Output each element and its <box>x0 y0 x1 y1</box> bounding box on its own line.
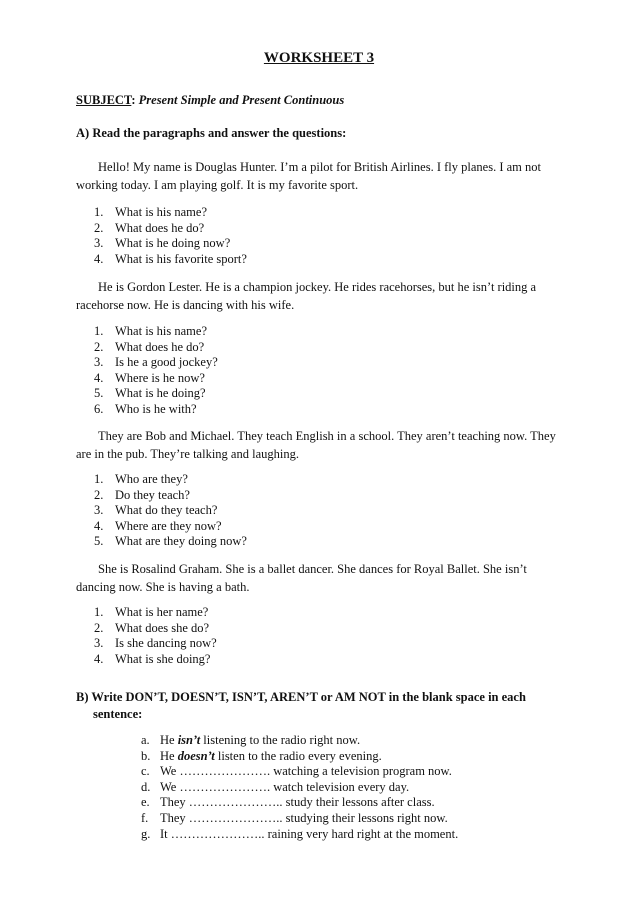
question-item: 2. What does he do? <box>94 220 205 235</box>
question-text: Where are they now? <box>115 518 222 533</box>
question-item: 3. Is she dancing now? <box>94 636 217 651</box>
sentence-item <box>141 827 458 843</box>
subject-label: SUBJECT <box>76 93 132 107</box>
question-item: 2. What does he do? <box>94 339 205 354</box>
sentence-letter: e. <box>141 795 150 810</box>
question-text: What does he do? <box>115 220 205 235</box>
question-text: Do they teach? <box>115 487 190 502</box>
sentence-letter: d. <box>141 779 151 794</box>
sentence-letter: c. <box>141 764 150 779</box>
question-text: What does he do? <box>115 339 205 354</box>
question-text: What are they doing now? <box>115 534 247 549</box>
passage-3-questions <box>94 472 247 550</box>
passage-4-text: She is Rosalind Graham. She is a ballet dancer. She dances for Royal Ballet. She isn’t dancing now. She is having a bath. <box>76 562 527 594</box>
sentence-after: listen to the radio every evening. <box>214 748 382 763</box>
question-text: What is he doing? <box>115 386 206 401</box>
passage-2 <box>76 279 556 314</box>
sentence-letter: a. <box>141 733 150 747</box>
question-item: 1. Who are they? <box>94 472 188 486</box>
question-text: Who are they? <box>115 472 188 486</box>
sentence-item <box>141 795 458 811</box>
sentence-text: We …………………. watching a television program now. <box>160 764 452 779</box>
passage-4-questions <box>94 605 217 667</box>
question-item: 5. What is he doing? <box>94 386 206 401</box>
sentence-item <box>141 749 458 765</box>
passage-1-text: Hello! My name is Douglas Hunter. I’m a pilot for British Airlines. I fly planes. I am not working today. I am playing golf. It is my favorite sport. <box>76 160 541 192</box>
passage-3-text: They are Bob and Michael. They teach English in a school. They aren’t teaching now. They are in the pub. They’re talking and laughing. <box>76 429 556 461</box>
passage-4 <box>76 561 556 596</box>
section-b-heading <box>76 689 566 723</box>
section-b-heading-line-1: B) Write DON’T, DOESN’T, ISN’T, AREN’T or AM NOT in the blank space in each <box>76 690 526 704</box>
sentence-before: He <box>160 748 178 763</box>
sentence-item <box>141 733 458 749</box>
subject-colon: : <box>131 93 139 107</box>
question-text: What do they teach? <box>115 503 218 518</box>
sentence-text: It ………………….. raining very hard right at the moment. <box>160 826 459 841</box>
section-b-sentences <box>141 733 458 842</box>
question-item: 2. What does she do? <box>94 620 210 635</box>
page-title: WORKSHEET 3 <box>263 50 375 66</box>
question-item: 4. Where is he now? <box>94 370 205 385</box>
question-text: What is her name? <box>115 605 209 619</box>
question-item: 1. What is his name? <box>94 324 207 338</box>
sentence-answer: doesn’t <box>177 748 215 763</box>
question-item: 3. Is he a good jockey? <box>94 355 218 370</box>
question-text: What is his name? <box>115 205 207 219</box>
passage-3 <box>76 428 556 463</box>
sentence-item <box>141 811 458 827</box>
question-text: Is he a good jockey? <box>115 355 218 370</box>
section-a-heading: A) Read the paragraphs and answer the questions: <box>76 126 347 140</box>
question-text: What is his name? <box>115 324 207 338</box>
question-item: 6. Who is he with? <box>94 401 197 416</box>
question-text: What is she doing? <box>115 651 211 666</box>
question-item: 1. What is his name? <box>94 205 207 219</box>
question-item: 4. What is she doing? <box>94 651 211 666</box>
question-item: 3. What is he doing now? <box>94 236 231 251</box>
question-item: 4. Where are they now? <box>94 518 222 533</box>
sentence-text: They ………………….. studying their lessons right now. <box>160 810 448 825</box>
passage-2-text: He is Gordon Lester. He is a champion jockey. He rides racehorses, but he isn’t riding a racehorse now. He is dancing with his wife. <box>76 280 537 312</box>
question-text: What does she do? <box>115 620 210 635</box>
question-text: Where is he now? <box>115 370 205 385</box>
subject-value: Present Simple and Present Continuous <box>138 93 345 107</box>
sentence-answer: isn’t <box>177 733 201 747</box>
sentence-letter: g. <box>141 826 151 841</box>
question-item: 3. What do they teach? <box>94 503 218 518</box>
sentence-text: We …………………. watch television every day. <box>160 779 410 794</box>
question-text: Is she dancing now? <box>115 636 217 651</box>
question-item: 1. What is her name? <box>94 605 209 619</box>
passage-2-questions <box>94 324 218 418</box>
sentence-letter: f. <box>141 810 149 825</box>
subject-line <box>76 93 344 108</box>
question-text: Who is he with? <box>115 401 197 416</box>
sentence-item <box>141 780 458 796</box>
passage-1-questions <box>94 205 247 267</box>
question-item: 2. Do they teach? <box>94 487 190 502</box>
question-text: What is his favorite sport? <box>115 251 247 266</box>
section-b-heading-line-2: sentence: <box>93 707 143 721</box>
sentence-after: listening to the radio right now. <box>200 733 361 747</box>
question-item: 5. What are they doing now? <box>94 534 247 549</box>
passage-1 <box>76 159 556 194</box>
sentence-before: He <box>160 733 178 747</box>
question-text: What is he doing now? <box>115 236 231 251</box>
question-item: 4. What is his favorite sport? <box>94 251 247 266</box>
sentence-letter: b. <box>141 748 151 763</box>
sentence-item <box>141 764 458 780</box>
sentence-text: They ………………….. study their lessons after class. <box>160 795 435 810</box>
